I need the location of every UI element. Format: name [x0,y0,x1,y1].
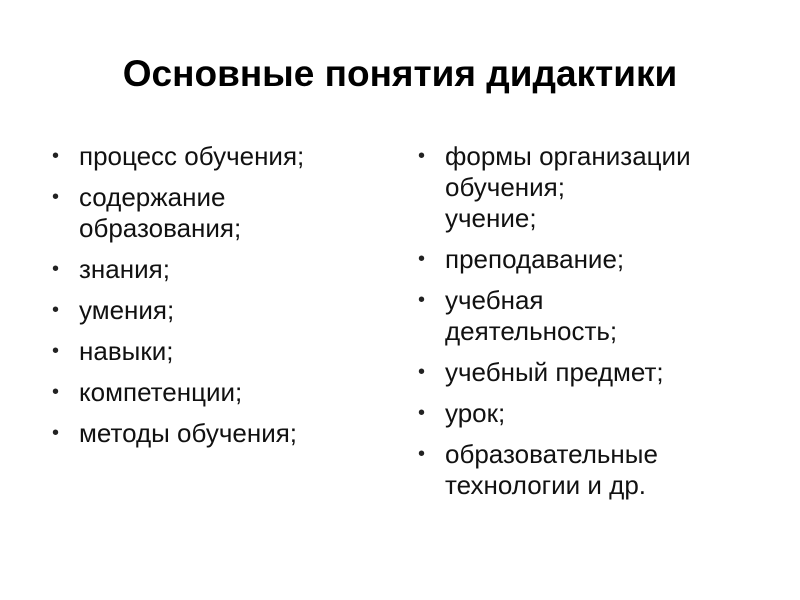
list-item [418,357,778,388]
list-item [52,418,392,449]
list-item-text: формы организации обучения; учение; [445,141,691,233]
list-item-text: навыки; [79,336,174,366]
bullet-icon: • [418,289,426,311]
list-item [418,439,778,501]
list-item-text: методы обучения; [79,418,298,448]
list-item-text: урок; [445,398,506,428]
bullet-icon: • [418,402,426,424]
list-item [52,295,392,326]
list-item-text: преподавание; [445,244,625,274]
list-item [418,285,778,347]
list-item [418,244,778,275]
bullet-icon: • [418,145,426,167]
list-item [418,141,778,234]
bullet-icon: • [52,340,60,362]
list-item [418,398,778,429]
list-item-text: процесс обучения; [79,141,305,171]
bullet-icon: • [52,381,60,403]
right-bullet-list [418,141,778,511]
left-bullet-list [52,141,392,459]
bullet-icon: • [418,443,426,465]
bullet-icon: • [418,361,426,383]
list-item [52,254,392,285]
slide-title: Основные понятия дидактики [122,53,678,94]
list-item-text: учебный предмет; [445,357,664,387]
list-item [52,182,392,244]
bullet-icon: • [52,186,60,208]
bullet-icon: • [52,299,60,321]
bullet-icon: • [52,422,60,444]
list-item-text: умения; [79,295,175,325]
list-item-text: образовательные технологии и др. [445,439,658,500]
bullet-icon: • [52,145,60,167]
list-item-text: компетенции; [79,377,243,407]
bullet-icon: • [52,258,60,280]
bullet-icon: • [418,248,426,270]
list-item [52,141,392,172]
list-item [52,377,392,408]
list-item-text: учебная деятельность; [445,285,618,346]
list-item [52,336,392,367]
list-item-text: содержание образования; [79,182,242,243]
list-item-text: знания; [79,254,170,284]
